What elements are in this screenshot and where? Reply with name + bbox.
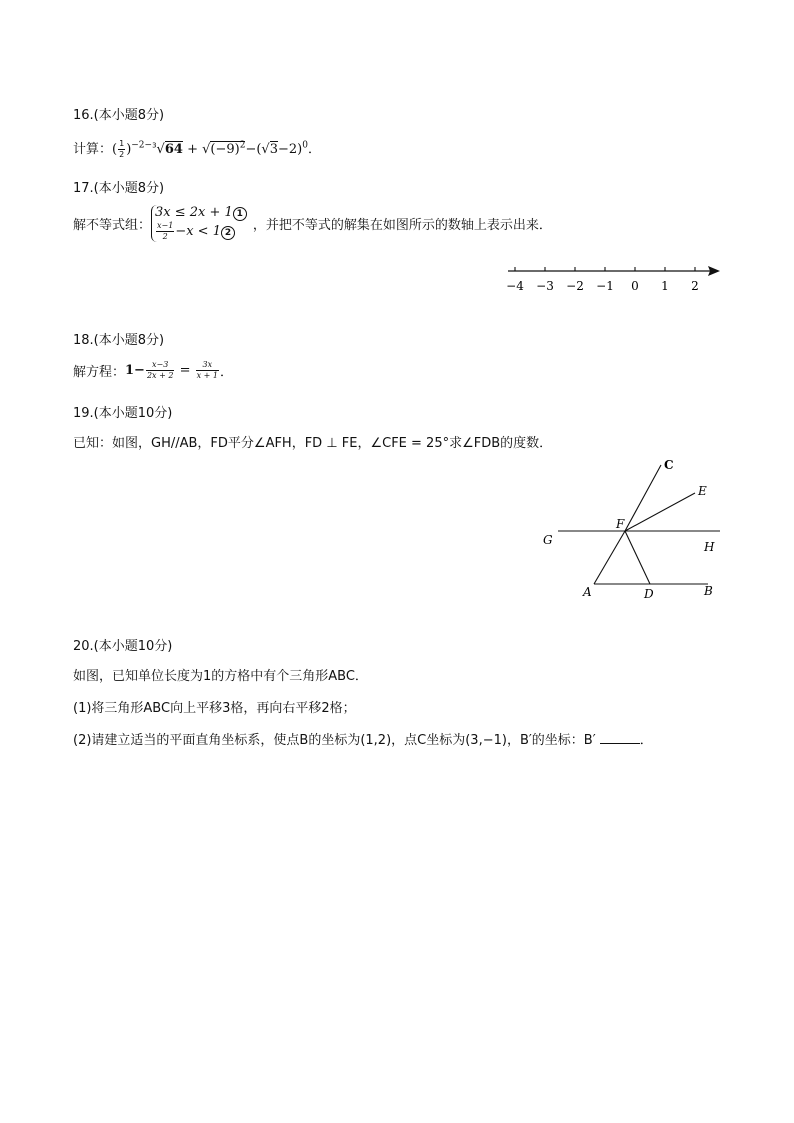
q20-part2: (2)请建立适当的平面直角坐标系，使点B的坐标为(1,2)，点C坐标为(3,−1)，B′的坐标：B′ ．	[73, 733, 653, 748]
line-fa	[594, 531, 625, 584]
number-line-label: 1	[661, 279, 669, 293]
q16-expression: 计算：( $\frac{1}{2}$ )$^{-2-3}√64 + √(-9)^2-(√3-2)^0$．	[73, 139, 321, 159]
line-fd	[625, 531, 650, 584]
geometry-figure	[530, 450, 730, 610]
label-b: B	[704, 584, 713, 598]
number-line-label: −4	[506, 279, 524, 293]
number-line-label: −3	[536, 279, 554, 293]
number-line-label: 0	[631, 279, 639, 293]
q19-header: 19.(本小题10分)	[73, 406, 173, 421]
q17-prefix: 解不等式组：	[73, 218, 152, 233]
q19-text: 已知：如图，GH//AB，FD平分∠AFH，FD ⊥ FE，∠CFE = 25°求∠FDB的度数．	[73, 436, 553, 451]
q16-prefix: 计算：	[73, 142, 113, 157]
label-a: A	[583, 585, 592, 599]
q20-part1: (1)将三角形ABC向上平移3格，再向右平移2格；	[73, 701, 356, 716]
inequality-system: 3x ≤ 2x + 1 1 $\frac{x-1}{2}$ −x < 1 2	[151, 205, 247, 242]
label-g: G	[543, 533, 553, 547]
label-f: F	[616, 517, 625, 531]
q17-suffix: ，并把不等式的解集在如图所示的数轴上表示出来．	[252, 218, 552, 233]
circled-number-1: 1	[233, 207, 247, 221]
label-c: C	[664, 458, 674, 472]
number-line-label: −1	[596, 279, 614, 293]
q18-prefix: 解方程：	[73, 365, 126, 380]
number-line	[500, 260, 730, 300]
q16-header: 16.(本小题8分)	[73, 108, 165, 123]
q17-system	[73, 205, 552, 242]
number-line-label: −2	[566, 279, 584, 293]
q17-header: 17.(本小题8分)	[73, 181, 165, 196]
answer-blank	[600, 743, 640, 744]
label-d: D	[644, 587, 654, 601]
label-e: E	[698, 484, 707, 498]
number-line-label: 2	[691, 279, 699, 293]
q18-equation: 解方程：1− $\frac{x-3}{2x + 2}$ = $\frac{3x}{x + 1}$ ．	[73, 360, 234, 380]
q18-header: 18.(本小题8分)	[73, 333, 165, 348]
label-h: H	[704, 540, 715, 554]
q20-intro: 如图，已知单位长度为1的方格中有个三角形ABC．	[73, 669, 368, 684]
q20-header: 20.(本小题10分)	[73, 639, 173, 654]
circled-number-2: 2	[221, 226, 235, 240]
q16-fraction: $\frac{1}{2}$	[119, 139, 125, 159]
